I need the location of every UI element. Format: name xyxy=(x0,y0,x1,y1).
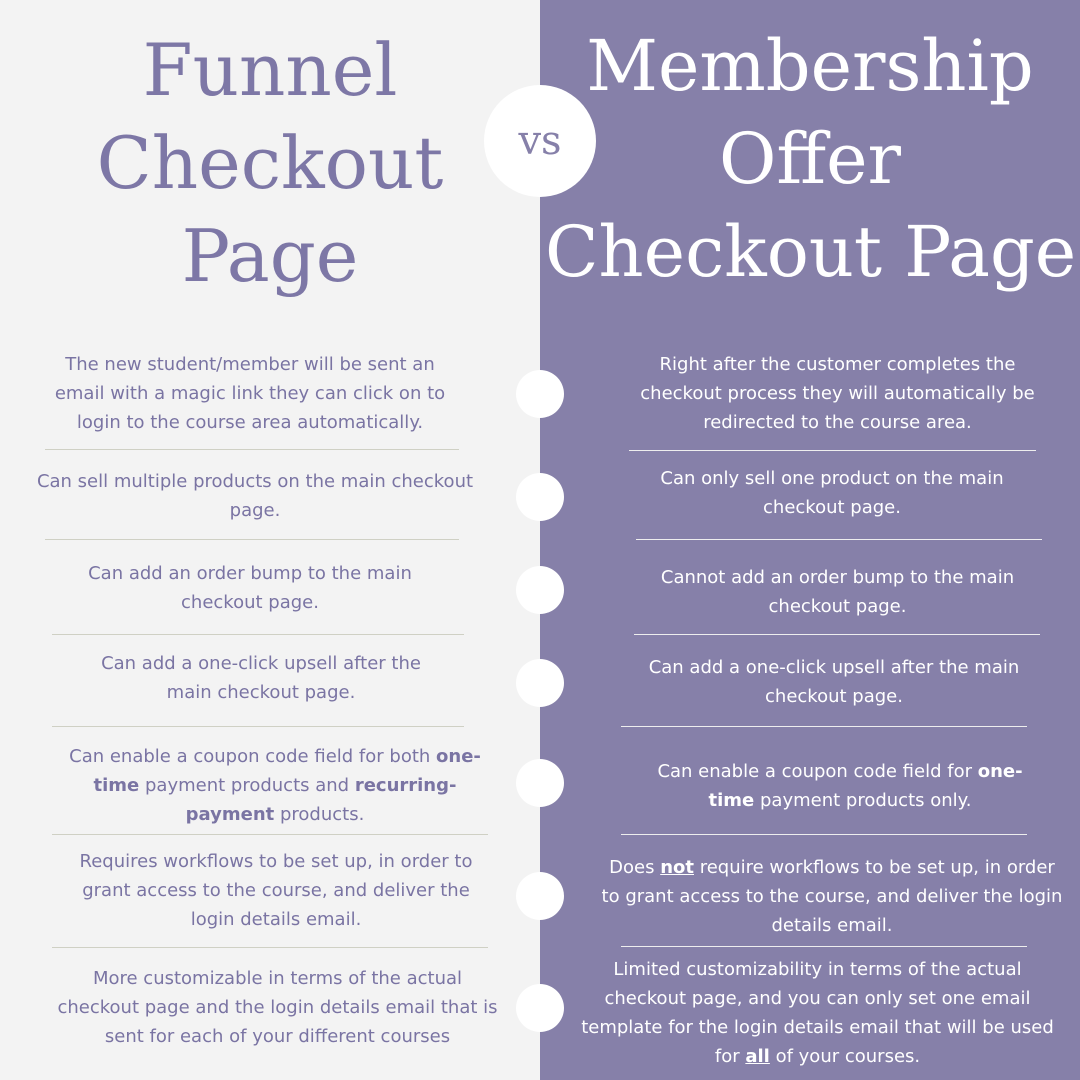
membership-point: Right after the customer completes the checkout process they will automatically be redirected to the course area. xyxy=(640,354,1035,433)
membership-title-line: Checkout Page xyxy=(545,211,1077,293)
membership-title-line: Membership xyxy=(586,25,1034,107)
funnel-point-text: payment products and xyxy=(139,775,355,796)
divider xyxy=(621,946,1027,947)
divider xyxy=(52,726,464,727)
divider xyxy=(634,634,1040,635)
funnel-point: Can add an order bump to the main checkout page. xyxy=(88,563,412,613)
timeline-dot-icon xyxy=(516,473,564,521)
funnel-point xyxy=(50,742,500,829)
funnel-point: More customizable in terms of the actual checkout page and the login details email that is sent for each of your different courses xyxy=(57,968,498,1047)
timeline-dot-icon xyxy=(516,370,564,418)
funnel-point-emphasis: one-time xyxy=(93,746,481,796)
vs-label: vs xyxy=(518,118,562,164)
membership-point xyxy=(640,757,1040,815)
membership-point xyxy=(598,853,1066,940)
funnel-point: The new student/member will be sent an email with a magic link they can click on to login to the course area automatically. xyxy=(54,354,446,433)
timeline-dot-icon xyxy=(516,759,564,807)
divider xyxy=(52,947,488,948)
timeline-dot-icon xyxy=(516,984,564,1032)
membership-point-text: Limited customizability in terms of the actual checkout page, and you can only set one email template for the login details email that will be used for xyxy=(581,959,1054,1067)
funnel-title-line: Funnel xyxy=(142,28,398,112)
membership-point-emphasis: all xyxy=(745,1046,770,1067)
divider xyxy=(621,834,1027,835)
funnel-title-line: Checkout xyxy=(96,121,444,205)
membership-title xyxy=(545,20,1075,299)
divider xyxy=(629,450,1036,451)
membership-point-emphasis: one-time xyxy=(708,761,1023,811)
timeline-dot-icon xyxy=(516,566,564,614)
timeline-dot-icon xyxy=(516,659,564,707)
funnel-point-text: Can enable a coupon code field for both xyxy=(69,746,437,767)
membership-point-text: Can enable a coupon code field for xyxy=(657,761,978,782)
membership-point-text: require workflows to be set up, in order to grant access to the course, and deliver the login details email. xyxy=(601,857,1063,936)
divider xyxy=(621,726,1027,727)
divider xyxy=(45,449,459,450)
membership-title-line: Offer xyxy=(718,118,901,200)
divider xyxy=(52,634,464,635)
funnel-title xyxy=(30,24,510,303)
divider xyxy=(45,539,459,540)
funnel-point-emphasis: recurring-payment xyxy=(185,775,457,825)
membership-point: Can only sell one product on the main checkout page. xyxy=(660,468,1004,518)
membership-point xyxy=(580,955,1055,1071)
divider xyxy=(52,834,488,835)
funnel-point: Requires workflows to be set up, in order to grant access to the course, and deliver the login details email. xyxy=(79,851,473,930)
membership-point-text: Does xyxy=(609,857,661,878)
membership-point: Cannot add an order bump to the main checkout page. xyxy=(660,567,1015,617)
funnel-title-line: Page xyxy=(181,214,359,298)
timeline-dot-icon xyxy=(516,872,564,920)
funnel-point: Can sell multiple products on the main checkout page. xyxy=(36,471,474,521)
membership-point: Can add a one-click upsell after the main checkout page. xyxy=(648,657,1020,707)
membership-point-text: payment products only. xyxy=(754,790,972,811)
membership-point-text: of your courses. xyxy=(769,1046,921,1067)
vs-badge xyxy=(484,85,596,197)
divider xyxy=(636,539,1042,540)
funnel-point: Can add a one-click upsell after the main checkout page. xyxy=(101,653,421,703)
membership-point-emphasis: not xyxy=(660,857,694,878)
funnel-point-text: products. xyxy=(274,804,365,825)
